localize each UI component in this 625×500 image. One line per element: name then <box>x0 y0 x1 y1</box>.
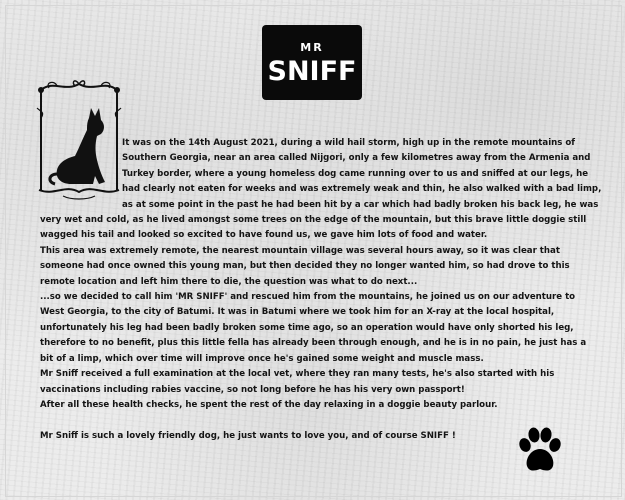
story-paragraph: Mr Sniff received a full examination at the local vet, where they ran many tests, he's also started with his vaccinations including rabies vaccine, so not long before he has his very own passport! <box>40 369 555 395</box>
logo-line-sniff: SNIFF <box>267 56 357 87</box>
story-closing: Mr Sniff is such a lovely friendly dog, he just wants to love you, and of course SNIFF ! <box>40 430 456 441</box>
ornament-spacer <box>40 136 122 198</box>
story-paragraph: This area was extremely remote, the nearest mountain village was several hours away, so it was clear that someone had once owned this young man, but then decided they no longer wanted him, so had drove to this remote location and left him there to die, the question was what to do next... <box>40 245 570 287</box>
story-paragraph: ...so we decided to call him 'MR SNIFF' and rescued him from the mountains, he joined us on our adventure to West Georgia, to the city of Batumi. It was in Batumi where we took him for an X-ray at the local hospital, unfortunately his leg had been badly broken some time ago, so an operation would have only shorted his leg, therefore to no benefit, plus this little fella has already been through enough, and he is in no pain, he just has a bit of a limp, which over time will improve once he's gained some weight and muscle mass. <box>40 292 587 364</box>
logo-line-mr: MR <box>300 41 324 54</box>
story-text <box>40 136 602 444</box>
story-paragraph: It was on the 14th August 2021, during a wild hail storm, high up in the remote mountains of Southern Georgia, near an area called Nijgori, only a few kilometres away from the Armenia and Turkey border, where a young homeless dog came running over to us and sniffed at our legs, he had clearly not eaten for weeks and was extremely weak and thin, he also walked with a bad limp, as at some point in the past he had been hit by a car which had badly broken his back leg, he was very wet and cold, as he lived amongst some trees on the edge of the mountain, but this brave little doggie still wagged his tail and looked so excited to have found us, we gave him lots of food and water. <box>40 138 602 241</box>
story-paragraph: After all these health checks, he spent the rest of the day relaxing in a doggie beauty parlour. <box>40 399 498 410</box>
mr-sniff-logo <box>262 25 362 100</box>
paw-print-icon <box>515 425 565 475</box>
